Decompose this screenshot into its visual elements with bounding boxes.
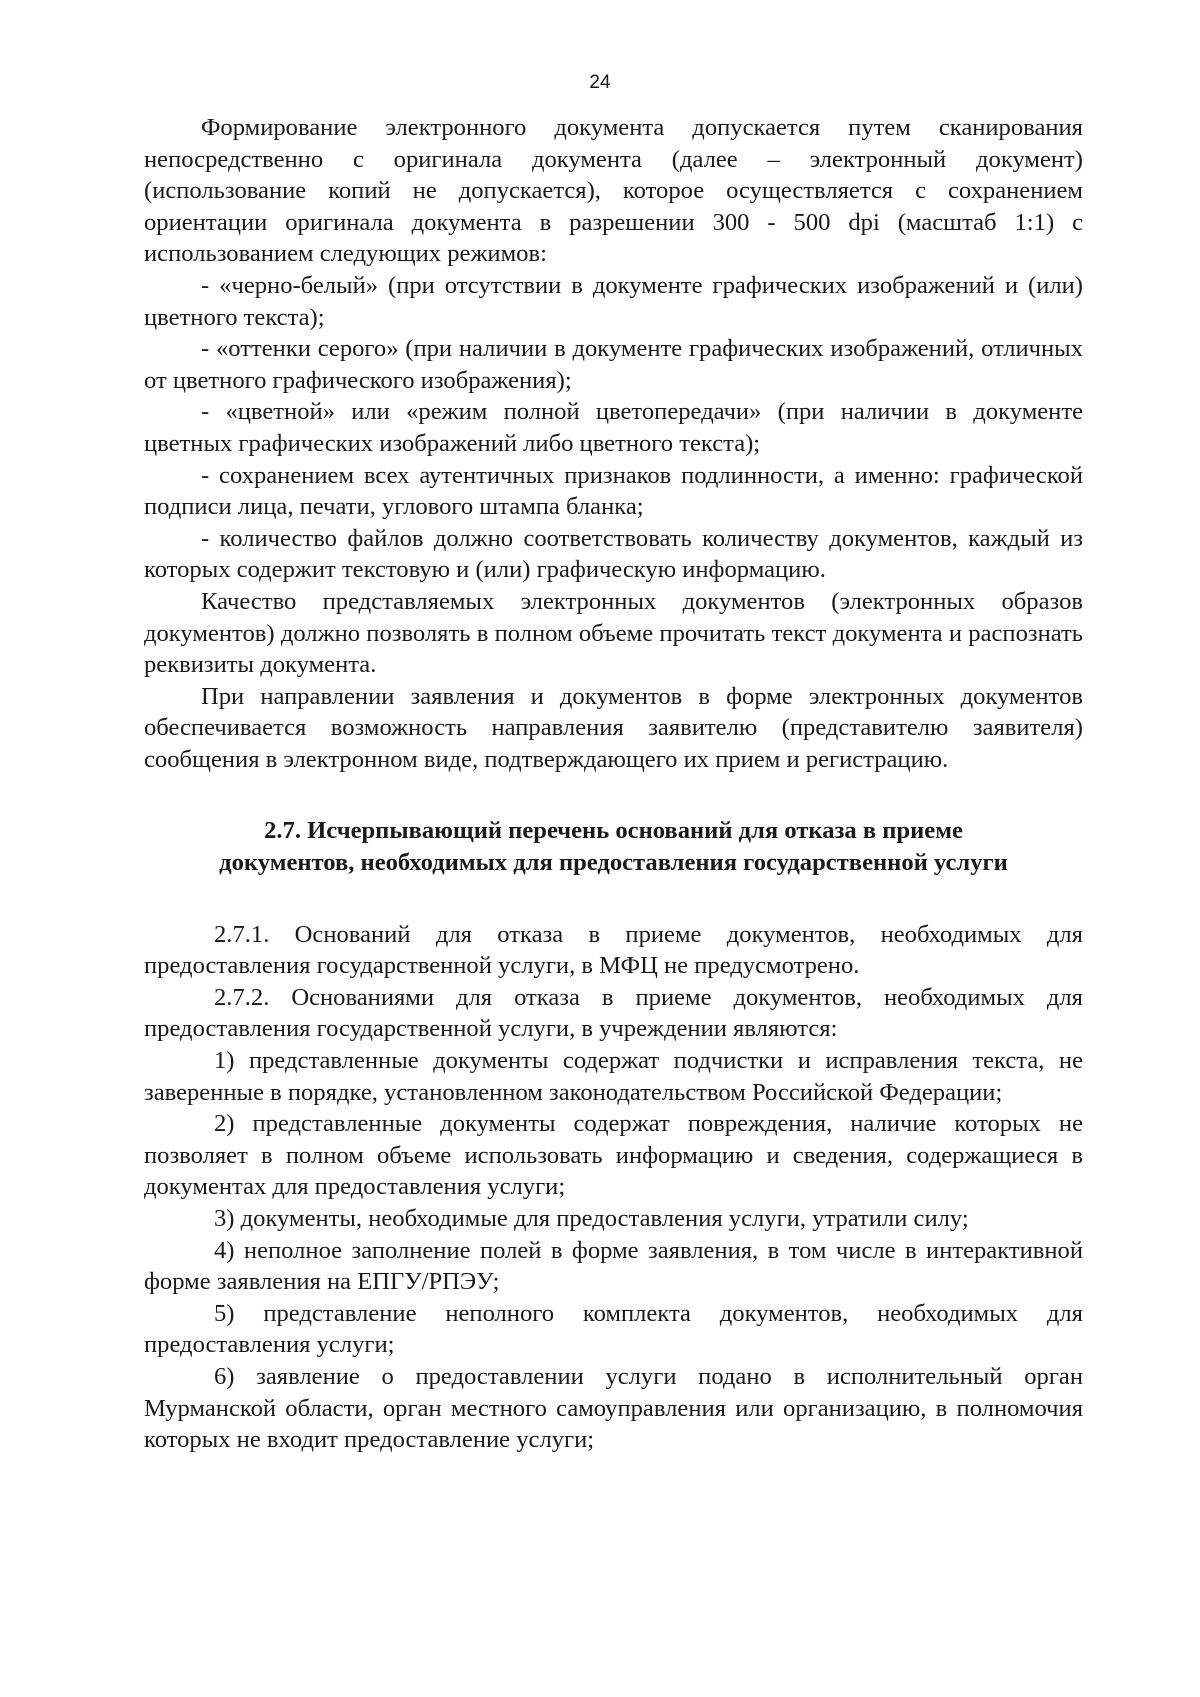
paragraph-mode-bw: - «черно-белый» (при отсутствии в документе графических изображений и (или) цветного текста); xyxy=(144,271,1083,331)
list-item-6: 6) заявление о предоставлении услуги подано в исполнительный орган Мурманской области, орган местного самоуправления или организацию, в полномочия которых не входит предоставление услуги; xyxy=(144,1362,1083,1454)
paragraph-file-count: - количество файлов должно соответствовать количеству документов, каждый из которых содержит текстовую и (или) графическую информацию. xyxy=(144,524,1083,584)
paragraph-quality: Качество представляемых электронных документов (электронных образов документов) должно позволять в полном объеме прочитать текст документа и распознать реквизиты документа. xyxy=(144,587,1083,679)
section-heading-line-1: 2.7. Исчерпывающий перечень оснований для отказа в приеме xyxy=(264,817,963,845)
paragraph-2-7-2: 2.7.2. Основаниями для отказа в приеме документов, необходимых для предоставления государственной услуги, в учреждении являются: xyxy=(144,983,1083,1043)
document-body xyxy=(144,112,1083,1456)
list-item-4: 4) неполное заполнение полей в форме заявления, в том числе в интерактивной форме заявления на ЕПГУ/РПЭУ; xyxy=(144,1236,1083,1296)
list-item-5: 5) представление неполного комплекта документов, необходимых для предоставления услуги; xyxy=(144,1299,1083,1359)
section-heading xyxy=(144,815,1083,878)
paragraph-notification: При направлении заявления и документов в форме электронных документов обеспечивается возможность направления заявителю (представителю заявителя) сообщения в электронном виде, подтверждающего их прием и регистрацию. xyxy=(144,682,1083,773)
list-item-3: 3) документы, необходимые для предоставления услуги, утратили силу; xyxy=(214,1205,969,1232)
section-heading-line-2: документов, необходимых для предоставления государственной услуги xyxy=(219,849,1008,877)
list-item-1: 1) представленные документы содержат подчистки и исправления текста, не заверенные в порядке, установленном законодательством Российской Федерации; xyxy=(144,1047,1083,1106)
paragraph-2-7-1: 2.7.1. Оснований для отказа в приеме документов, необходимых для предоставления государственной услуги, в МФЦ не предусмотрено. xyxy=(144,920,1083,980)
list-item-2: 2) представленные документы содержат повреждения, наличие которых не позволяет в полном объеме использовать информацию и сведения, содержащиеся в документах для предоставления услуги; xyxy=(144,1110,1083,1201)
paragraph-scanning: Формирование электронного документа допускается путем сканирования непосредственно с оригинала документа (далее – электронный документ) (использование копий не допускается), которое осуществляется с сохранением ориентации оригинала документа в разрешении 300 - 500 dpi (масштаб 1:1) с использованием следующих режимов: xyxy=(144,114,1083,268)
page-number: 24 xyxy=(589,72,611,93)
paragraph-authenticity: - сохранением всех аутентичных признаков подлинности, а именно: графической подписи лица, печати, углового штампа бланка; xyxy=(144,461,1083,521)
paragraph-mode-color: - «цветной» или «режим полной цветопередачи» (при наличии в документе цветных графических изображений либо цветного текста); xyxy=(144,398,1083,457)
paragraph-mode-gray: - «оттенки серого» (при наличии в документе графических изображений, отличных от цветного графического изображения); xyxy=(144,335,1083,394)
